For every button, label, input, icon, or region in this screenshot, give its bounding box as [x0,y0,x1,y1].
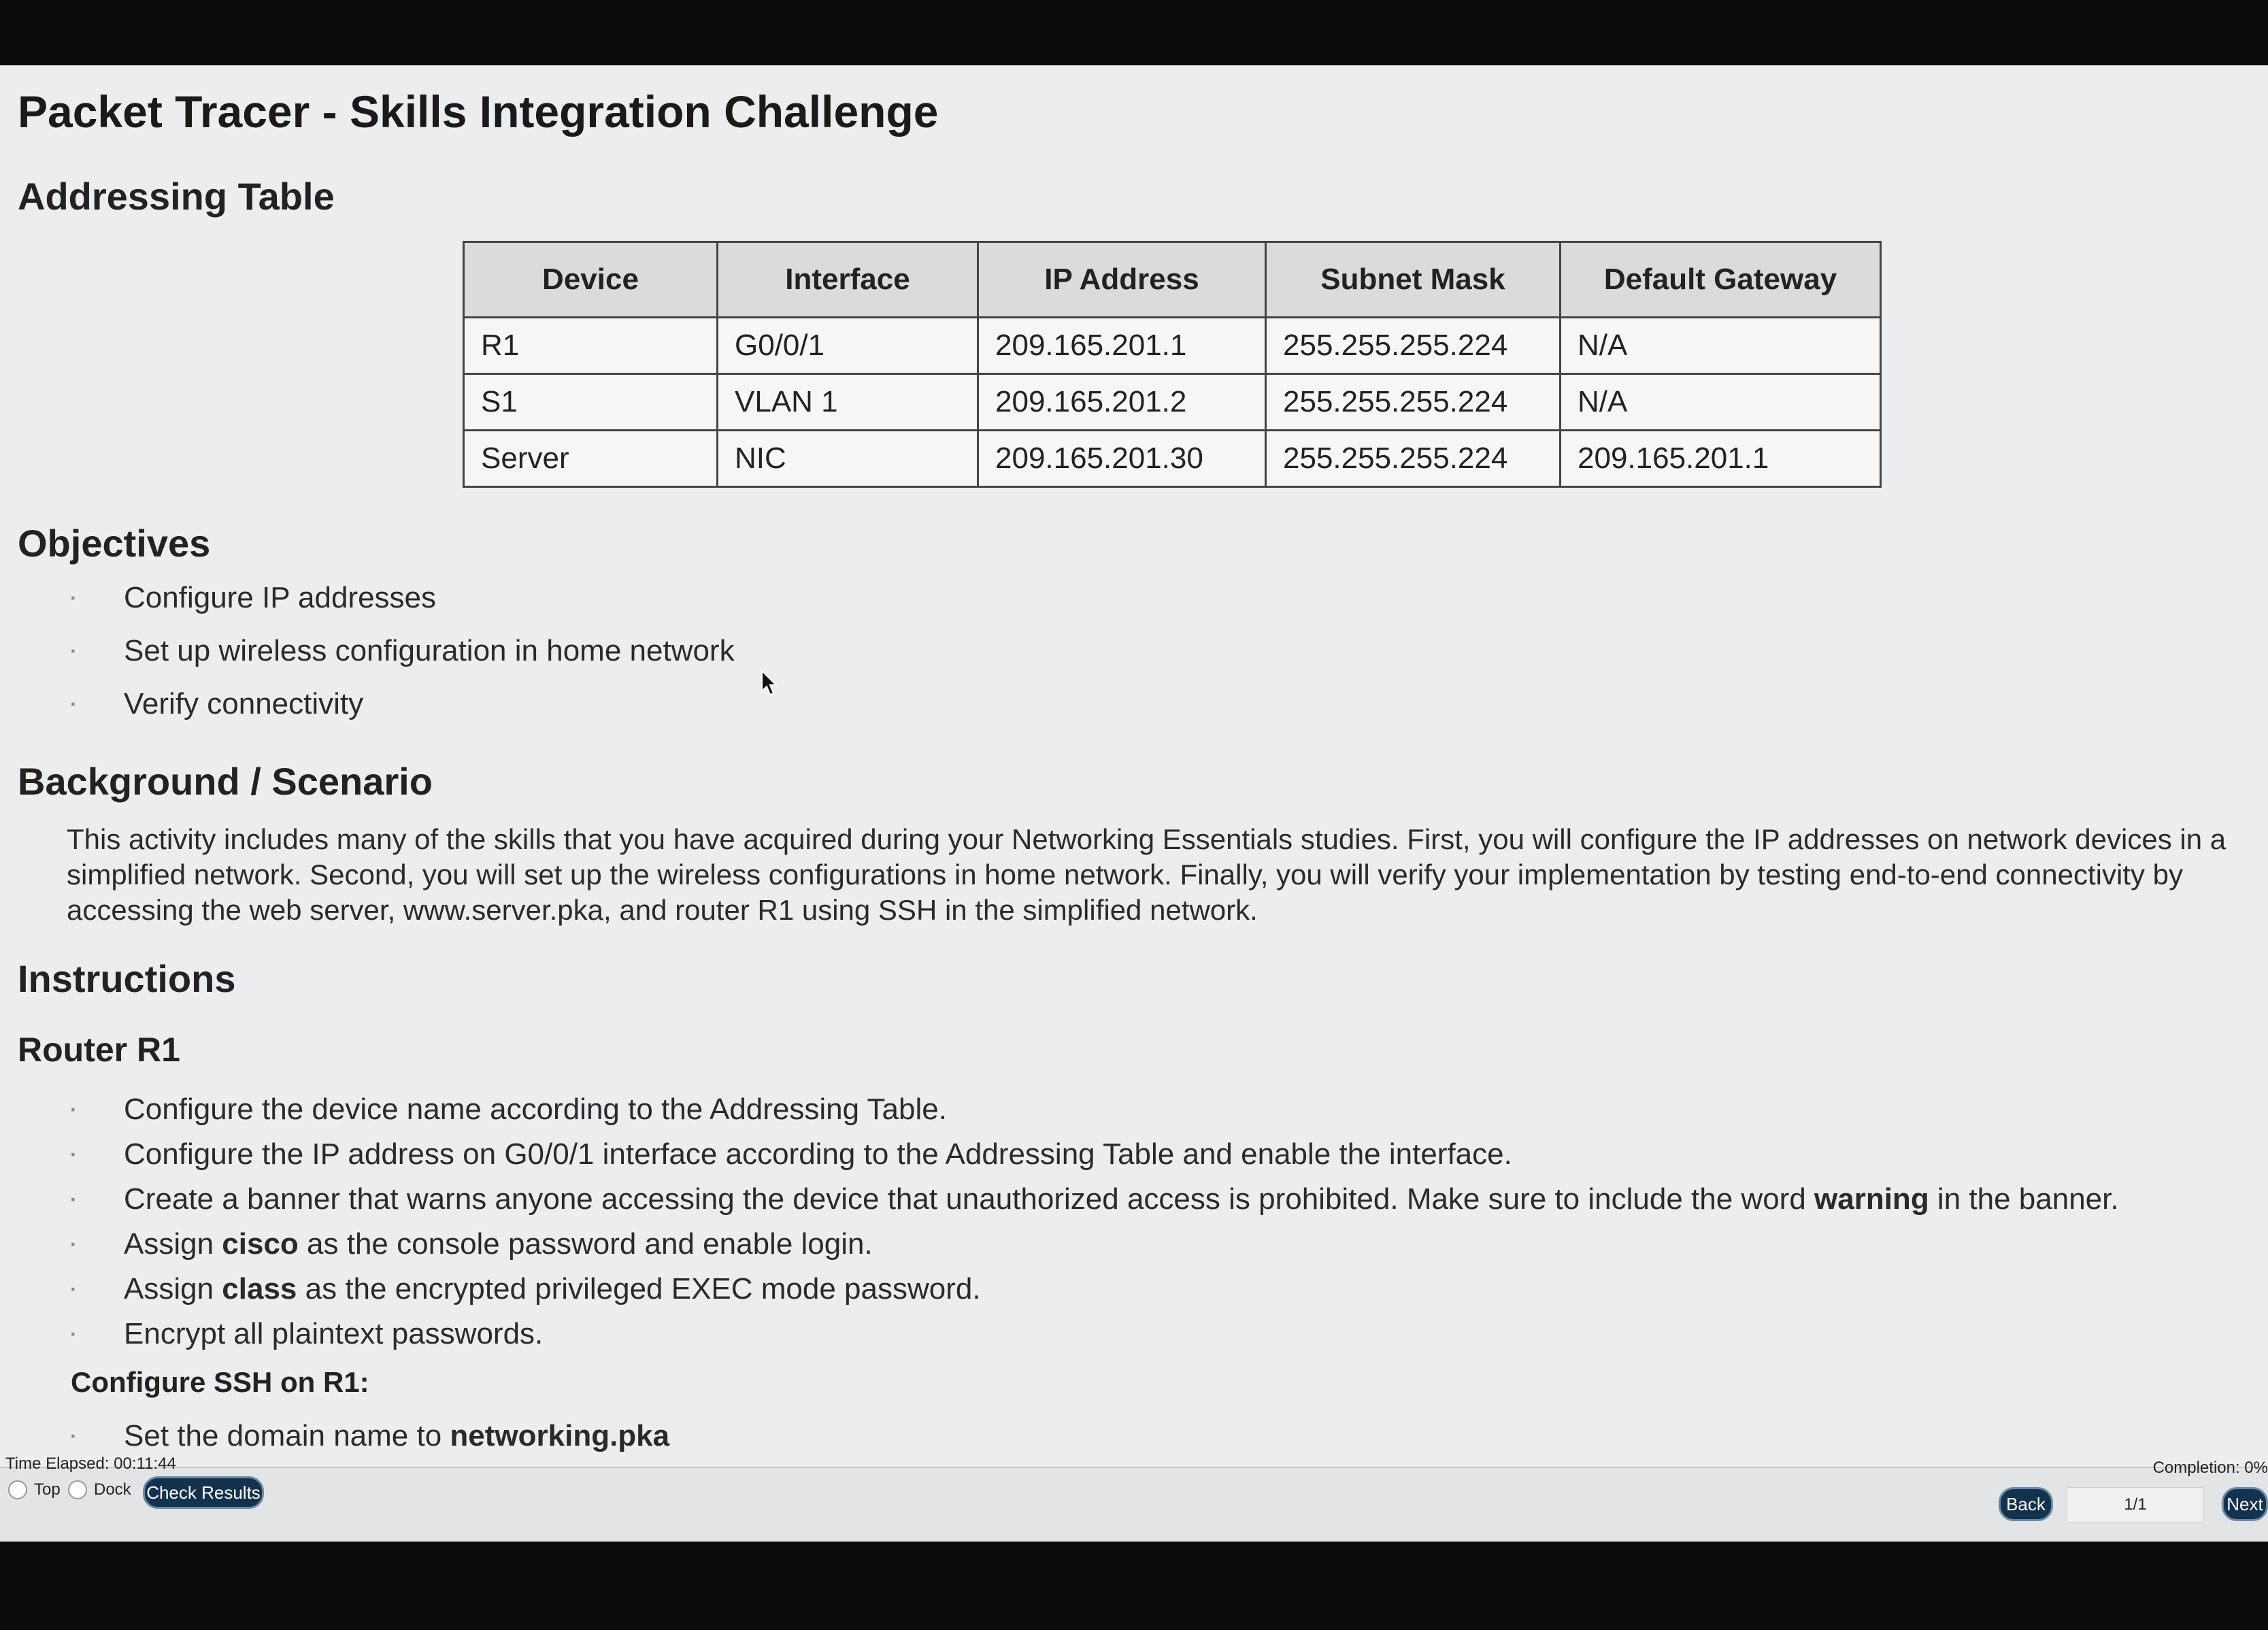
list-item: · Configure the IP address on G0/0/1 interface according to the Addressing Table and enable the interface. [68,1137,2119,1182]
checkbox-icon[interactable] [8,1480,27,1499]
top-checkbox[interactable] [8,1480,61,1499]
page-title: Packet Tracer - Skills Integration Challenge [18,86,939,137]
table-cell: 209.165.201.30 [978,431,1266,487]
activity-window [0,65,2268,1542]
column-header: Interface [718,242,978,318]
column-header: IP Address [978,242,1266,318]
list-item: · Set the domain name to networking.pka [68,1419,669,1464]
check-results-button[interactable]: Check Results [143,1476,264,1509]
table-cell: N/A [1561,318,1881,374]
back-button[interactable]: Back [1999,1487,2053,1521]
list-item: · Configure the device name according to the Addressing Table. [68,1093,2119,1137]
checkbox-icon[interactable] [68,1480,87,1499]
time-elapsed: Time Elapsed: 00:11:44 [5,1454,176,1473]
table-header-row [464,242,1881,318]
table-cell: N/A [1561,374,1881,431]
table-cell: G0/0/1 [718,318,978,374]
addressing-table [463,241,1882,488]
table-cell: VLAN 1 [718,374,978,431]
dock-label: Dock [94,1480,131,1499]
top-label: Top [34,1480,61,1499]
list-item: · Verify connectivity [68,687,735,740]
objectives-list [68,581,735,740]
list-item: · Encrypt all plaintext passwords. [68,1317,2119,1362]
objectives-heading: Objectives [18,522,211,565]
completion-status: Completion: 0% [2152,1459,2268,1477]
instructions-heading: Instructions [18,957,236,1000]
addressing-table-heading: Addressing Table [18,175,335,218]
table-cell: S1 [464,374,718,431]
background-paragraph: This activity includes many of the skills that you have acquired during your Networking Essentials studies. First, you will configure the IP addresses on network devices in a simplified network. Second, you will set up the wireless configurations in home network. Finally, you will verify your implementation by testing end-to-end connectivity by accessing the web server, www.server.pka, and router R1 using SSH in the simplified network. [67,823,2227,926]
table-cell: 209.165.201.2 [978,374,1266,431]
table-row [464,431,1881,487]
table-cell: Server [464,431,718,487]
list-item: · Assign class as the encrypted privileged EXEC mode password. [68,1272,2119,1317]
list-item: · Create a banner that warns anyone accessing the device that unauthorized access is prohibited. Make sure to include the word warning in the banner. [68,1182,2119,1227]
mouse-pointer-icon [761,669,778,697]
table-cell: 209.165.201.1 [1561,431,1881,487]
table-row [464,374,1881,431]
list-item: · Configure IP addresses [68,581,735,634]
background-heading: Background / Scenario [18,760,433,803]
table-cell: 255.255.255.224 [1266,374,1561,431]
configure-ssh-heading: Configure SSH on R1: [71,1366,369,1398]
page-indicator: 1/1 [2067,1487,2204,1523]
table-cell: R1 [464,318,718,374]
list-item: · Assign cisco as the console password and enable login. [68,1227,2119,1272]
activity-toolbar [0,1454,2268,1542]
table-row [464,318,1881,374]
table-cell: 209.165.201.1 [978,318,1266,374]
table-cell: 255.255.255.224 [1266,431,1561,487]
table-cell: 255.255.255.224 [1266,318,1561,374]
column-header: Subnet Mask [1266,242,1561,318]
list-item: · Set up wireless configuration in home network [68,634,735,687]
router-r1-heading: Router R1 [18,1031,180,1069]
router-instructions-list [68,1093,2119,1362]
column-header: Default Gateway [1561,242,1881,318]
dock-checkbox[interactable] [68,1480,131,1499]
table-cell: NIC [718,431,978,487]
next-button[interactable]: Next [2222,1487,2268,1521]
column-header: Device [464,242,718,318]
instructions-pane[interactable] [0,65,2268,1467]
